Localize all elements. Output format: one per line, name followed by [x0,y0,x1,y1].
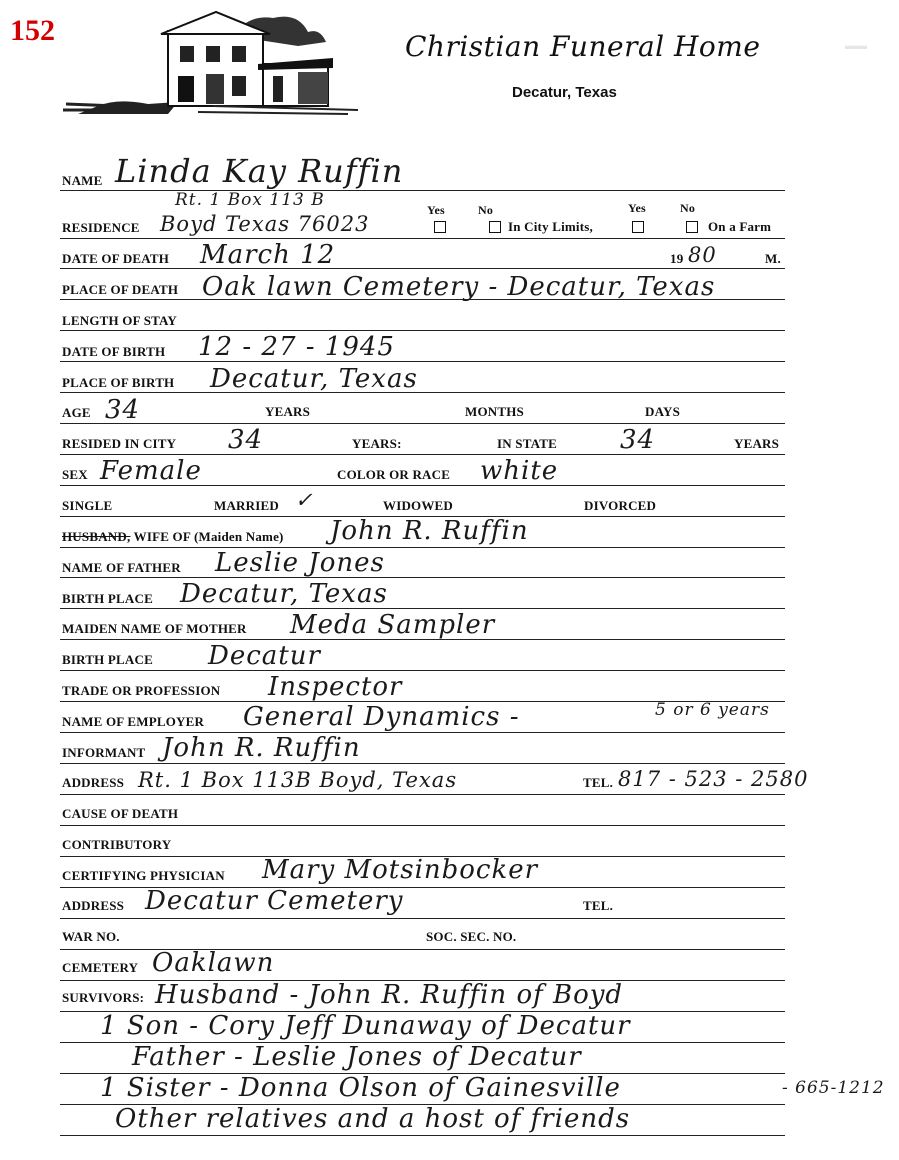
married-check-mark: ✓ [295,488,314,512]
length-of-stay-label: LENGTH OF STAY [62,313,178,328]
farm-no-label: No [680,201,696,215]
physician-address-label: ADDRESS [62,898,125,913]
funeral-home-city: Decatur, Texas [512,84,617,101]
employer-duration-note: 5 or 6 years [655,700,770,720]
form-rule [60,238,785,239]
contributory-label: CONTRIBUTORY [62,837,172,852]
residence-value-line1: Rt. 1 Box 113 B [175,190,325,210]
sex-value: Female [100,456,202,486]
survivor-line: Father - Leslie Jones of Decatur [132,1042,582,1072]
spouse-label [62,529,284,545]
war-number-label: WAR NO. [62,929,120,944]
form-rule [60,763,785,764]
death-year-prefix: 19 [670,251,684,266]
age-label: AGE [62,405,91,420]
survivor-line: 1 Son - Cory Jeff Dunaway of Decatur [100,1011,631,1041]
form-rule [60,794,785,795]
certifying-physician-value: Mary Motsinbocker [262,855,539,885]
form-rule [60,392,785,393]
physician-address-value: Decatur Cemetery [145,886,404,916]
mother-maiden-name-value: Meda Sampler [290,610,496,640]
physician-tel-label: TEL. [583,898,614,913]
survivor-line: 1 Sister - Donna Olson of Gainesville [100,1073,621,1103]
trade-value: Inspector [268,672,403,702]
form-rule [60,330,785,331]
certifying-physician-label: CERTIFYING PHYSICIAN [62,868,225,883]
tel-value: 817 - 523 - 2580 [618,767,809,791]
on-a-farm-label: On a Farm [708,219,772,234]
cemetery-value: Oaklawn [152,948,275,978]
city-limits-label: In City Limits, [508,219,593,234]
place-of-birth-value: Decatur, Texas [210,364,418,394]
page-number: 152 [10,14,55,47]
farm-no-checkbox [686,221,698,233]
survivors-label: SURVIVORS: [62,990,145,1005]
city-limits-no-checkbox [489,221,501,233]
widowed-label: WIDOWED [383,498,454,513]
in-state-years-label: YEARS [734,436,780,451]
form-rule [60,190,785,191]
form-rule [60,608,785,609]
form-rule [60,918,785,919]
address-label: ADDRESS [62,775,125,790]
place-of-death-label: PLACE OF DEATH [62,282,179,297]
father-birth-place-value: Decatur, Texas [180,579,388,609]
place-of-birth-label: PLACE OF BIRTH [62,375,175,390]
death-time-m-label: M. [765,251,781,266]
tel-label: TEL. [583,775,614,790]
form-rule [60,361,785,362]
married-label: MARRIED [214,498,279,513]
bleed-through-mark: ▬▬ [845,40,867,52]
cemetery-label: CEMETERY [62,960,139,975]
farm-yes-label: Yes [628,201,646,215]
survivor-line: Other relatives and a host of friends [115,1104,631,1134]
sex-label: SEX [62,467,88,482]
form-rule [60,268,785,269]
father-value: Leslie Jones [215,548,385,578]
mother-maiden-name-label: MAIDEN NAME OF MOTHER [62,621,247,636]
residence-value-line2: Boyd Texas 76023 [160,212,370,236]
informant-label: INFORMANT [62,745,146,760]
social-security-label: SOC. SEC. NO. [426,929,517,944]
date-of-death-label: DATE OF DEATH [62,251,170,266]
form-rule [60,423,785,424]
color-or-race-value: white [480,456,559,486]
age-months-label: MONTHS [465,404,524,419]
address-value: Rt. 1 Box 113B Boyd, Texas [138,768,458,792]
in-state-value: 34 [620,425,656,455]
father-label: NAME OF FATHER [62,560,181,575]
form-rule [60,454,785,455]
form-rule [60,670,785,671]
date-of-birth-label: DATE OF BIRTH [62,344,166,359]
date-of-death-value: March 12 [200,240,336,270]
father-birth-place-label: BIRTH PLACE [62,591,153,606]
name-label: NAME [62,173,103,188]
color-or-race-label: COLOR OR RACE [337,467,451,482]
city-limits-yes-checkbox [434,221,446,233]
death-year-value: 80 [688,243,717,267]
cause-of-death-label: CAUSE OF DEATH [62,806,179,821]
age-value: 34 [105,395,141,425]
form-rule [60,547,785,548]
survivor-line: Husband - John R. Ruffin of Boyd [155,980,624,1010]
in-state-label: IN STATE [497,436,557,451]
mother-birth-place-label: BIRTH PLACE [62,652,153,667]
form-rule [60,825,785,826]
city-limits-no-label: No [478,203,494,217]
employer-label: NAME OF EMPLOYER [62,714,205,729]
resided-in-city-value: 34 [228,425,264,455]
form-rule [60,577,785,578]
spouse-value: John R. Ruffin [330,516,529,546]
date-of-birth-value: 12 - 27 - 1945 [198,332,395,362]
informant-value: John R. Ruffin [162,733,361,763]
funeral-home-name: Christian Funeral Home [405,30,761,63]
age-days-label: DAYS [645,404,681,419]
farm-yes-checkbox [632,221,644,233]
husband-struck-label: HUSBAND, [62,529,131,544]
name-value: Linda Kay Ruffin [115,152,404,190]
age-years-label: YEARS [265,404,311,419]
survivor-phone-note: - 665-1212 [782,1078,885,1098]
residence-label: RESIDENCE [62,220,140,235]
divorced-label: DIVORCED [584,498,657,513]
single-label: SINGLE [62,498,113,513]
funeral-home-building-logo [58,6,358,118]
city-limits-yes-label: Yes [427,203,445,217]
resided-years-label: YEARS: [352,436,402,451]
mother-birth-place-value: Decatur [208,641,321,671]
resided-in-city-label: RESIDED IN CITY [62,436,177,451]
employer-value: General Dynamics - [243,702,520,732]
form-rule [60,1135,785,1136]
place-of-death-value: Oak lawn Cemetery - Decatur, Texas [202,272,716,302]
wife-of-label: WIFE OF (Maiden Name) [133,529,284,544]
trade-label: TRADE OR PROFESSION [62,683,221,698]
